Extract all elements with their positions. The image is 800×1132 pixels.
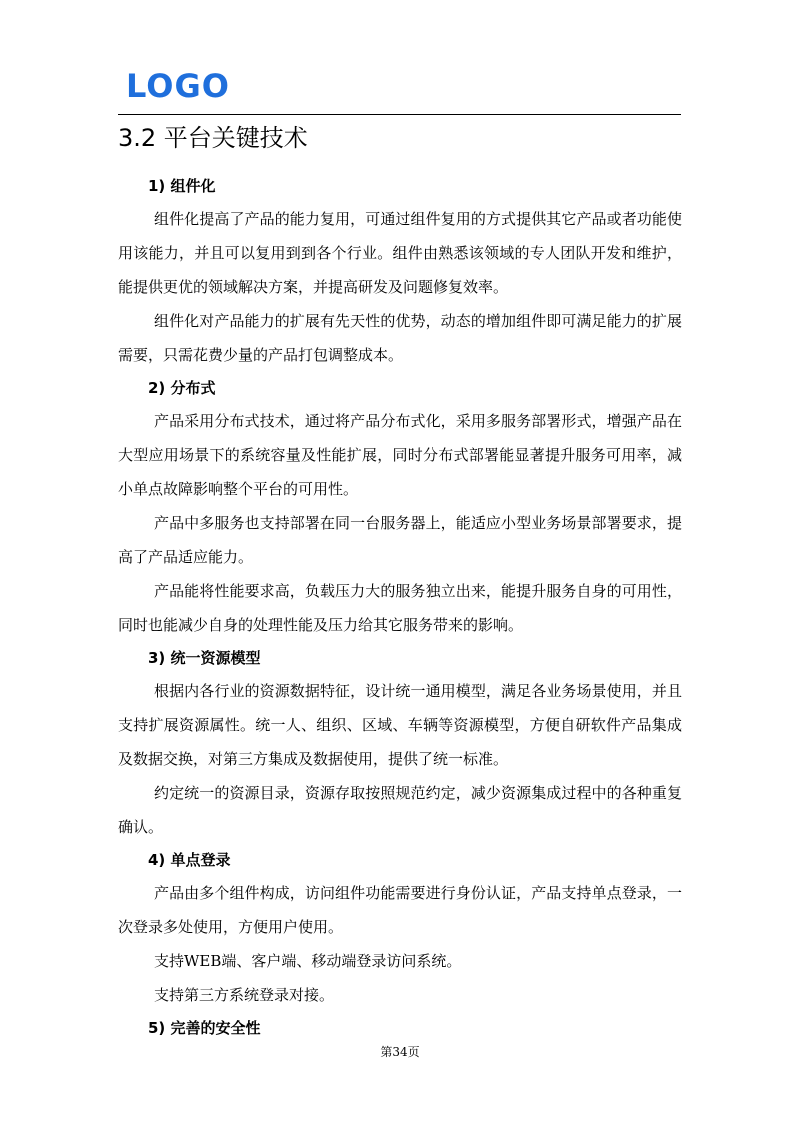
subsection-heading: 1) 组件化 (148, 177, 216, 195)
paragraph: 产品中多服务也支持部署在同一台服务器上，能适应小型业务场景部署要求，提高了产品适应能力。 (118, 514, 682, 566)
paragraph: 约定统一的资源目录，资源存取按照规范约定，减少资源集成过程中的各种重复确认。 (118, 784, 682, 836)
subsection-heading: 3) 统一资源模型 (148, 649, 261, 667)
document-body (118, 170, 682, 1044)
paragraph: 产品能将性能要求高，负载压力大的服务独立出来，能提升服务自身的可用性，同时也能减少自身的处理性能及压力给其它服务带来的影响。 (118, 582, 682, 634)
paragraph: 产品由多个组件构成，访问组件功能需要进行身份认证，产品支持单点登录，一次登录多处使用，方便用户使用。 (118, 884, 682, 936)
section-title: 3.2 平台关键技术 (118, 124, 308, 152)
header-divider (118, 114, 681, 115)
paragraph: 组件化提高了产品的能力复用，可通过组件复用的方式提供其它产品或者功能使用该能力，并且可以复用到到各个行业。组件由熟悉该领域的专人团队开发和维护，能提供更优的领域解决方案，并提高研发及问题修复效率。 (118, 210, 682, 296)
page-number: 第34页 (380, 1045, 420, 1059)
paragraph: 根据内各行业的资源数据特征，设计统一通用模型，满足各业务场景使用，并且支持扩展资源属性。统一人、组织、区域、车辆等资源模型，方便自研软件产品集成及数据交换，对第三方集成及数据使用，提供了统一标准。 (118, 682, 682, 768)
paragraph: 产品采用分布式技术，通过将产品分布式化，采用多服务部署形式，增强产品在大型应用场景下的系统容量及性能扩展，同时分布式部署能显著提升服务可用率，减小单点故障影响整个平台的可用性。 (118, 412, 682, 498)
paragraph: 组件化对产品能力的扩展有先天性的优势，动态的增加组件即可满足能力的扩展需要，只需花费少量的产品打包调整成本。 (118, 312, 682, 364)
logo: LOGO (126, 67, 230, 105)
subsection-heading: 2) 分布式 (148, 379, 216, 397)
subsection-heading: 4) 单点登录 (148, 851, 231, 869)
subsection-heading: 5) 完善的安全性 (148, 1019, 261, 1037)
paragraph: 支持第三方系统登录对接。 (154, 986, 335, 1004)
paragraph: 支持WEB端、客户端、移动端登录访问系统。 (154, 952, 462, 970)
